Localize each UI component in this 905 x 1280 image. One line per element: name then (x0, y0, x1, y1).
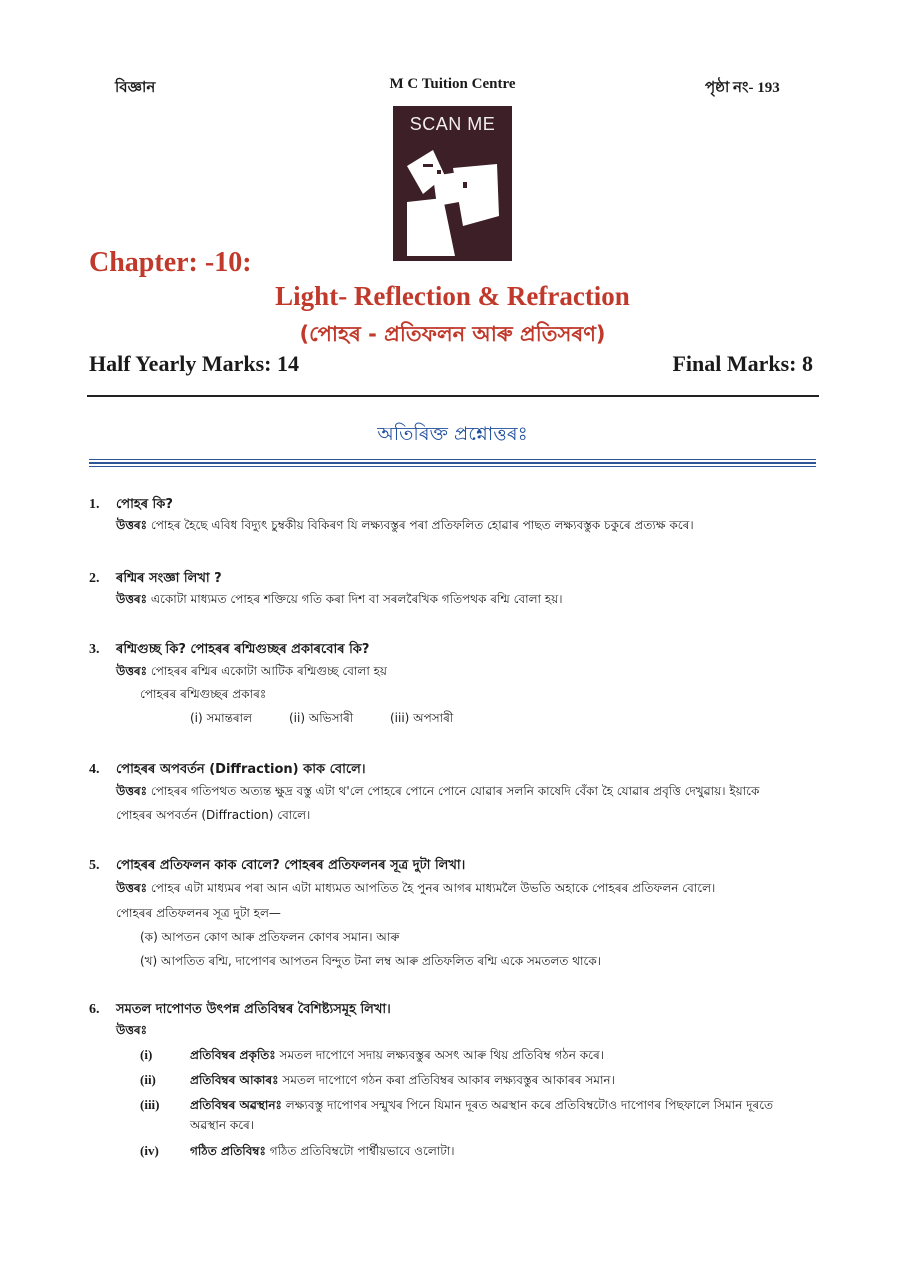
answer-4-line-1: উত্তৰঃ পোহৰৰ গতিপথত অত্যন্ত ক্ষুদ্ৰ বস্তু এটা থ'লে পোহৰে পোনে পোনে যোৱাৰ সলনি কাষেদি বেঁকা হৈ যোৱাৰ প্ৰবৃত্তি দেখুৱায়। ইয়াকে (116, 784, 760, 798)
double-divider-mid (89, 462, 816, 464)
double-divider-top (89, 459, 816, 460)
feature-item: (iii) প্ৰতিবিম্বৰ অৱস্থানঃ লক্ষ্যবস্তু দাপোণৰ সন্মুখৰ পিনে যিমান দূৰত অৱস্থান কৰে প্ৰতিবিম্বটোও দাপোণৰ পিছফালে সিমান দূৰতে (140, 1097, 774, 1112)
answer-1: উত্তৰঃ পোহৰ হৈছে এবিধ বিদ্যুৎ চুম্বকীয় বিকিৰণ যি লক্ষ্যবস্তুৰ পৰা প্ৰতিফলিত হোৱাৰ পাছত লক্ষ্যবস্তুক চকুৰে প্ৰত্যক্ষ কৰে। (116, 518, 694, 532)
ray-type-parallel: (i) সমান্তৰাল (190, 711, 253, 725)
ray-types-label: পোহৰৰ ৰশ্মিগুচ্ছৰ প্ৰকাৰঃ (140, 687, 267, 701)
chapter-title: Light- Reflection & Refraction (275, 281, 630, 311)
feature-item: (iv) গঠিত প্ৰতিবিম্বঃ গঠিত প্ৰতিবিম্বটো পাৰ্শ্বীয়ভাবে ওলোটা। (140, 1143, 455, 1158)
half-yearly-marks: Half Yearly Marks: 14 (89, 351, 299, 376)
chapter-heading: Chapter: -10: (89, 247, 252, 278)
answer-6-label: উত্তৰঃ (116, 1023, 148, 1037)
qr-code[interactable] (393, 106, 512, 261)
feature-item: (i) প্ৰতিবিম্বৰ প্ৰকৃতিঃ সমতল দাপোণে সদায় লক্ষ্যবস্তুৰ অসৎ আৰু থিয় প্ৰতিবিম্ব গঠন কৰে। (140, 1047, 605, 1062)
feature-item: (ii) প্ৰতিবিম্বৰ আকাৰঃ সমতল দাপোণে গঠন কৰা প্ৰতিবিম্বৰ আকাৰ লক্ষ্যবস্তুৰ আকাৰৰ সমান। (140, 1072, 615, 1087)
question-6: 6. সমতল দাপোণত উৎপন্ন প্ৰতিবিম্বৰ বৈশিষ্ট্যসমূহ লিখা। (89, 1002, 391, 1017)
answer-5: উত্তৰঃ পোহৰ এটা মাধ্যমৰ পৰা আন এটা মাধ্যমত আপতিত হৈ পুনৰ আগৰ মাধ্যমলৈ উভতি অহাকে পোহৰৰ প্ৰতিফলন বোলে। (116, 881, 716, 895)
law-1: (ক) আপতন কোণ আৰু প্ৰতিফলন কোণৰ সমান। আৰু (140, 930, 400, 944)
law-2: (খ) আপতিত ৰশ্মি, দাপোণৰ আপতন বিন্দুত টনা লম্ব আৰু প্ৰতিফলিত ৰশ্মি একে সমতলত থাকে। (140, 954, 602, 968)
final-marks: Final Marks: 8 (672, 351, 813, 376)
question-1: 1. পোহৰ কি? (89, 497, 173, 512)
question-4: 4. পোহৰৰ অপবৰ্তন (Diffraction) কাক বোলে। (89, 762, 366, 777)
feature-item-continuation: অৱস্থান কৰে। (190, 1118, 255, 1132)
qr-pattern-icon (393, 106, 512, 261)
chapter-title-assamese: (পোহৰ - প্ৰতিফলন আৰু প্ৰতিসৰণ) (299, 322, 606, 346)
question-3: 3. ৰশ্মিগুচ্ছ কি? পোহৰৰ ৰশ্মিগুচ্ছৰ প্ৰকাৰবোৰ কি? (89, 642, 370, 657)
ray-type-convergent: (ii) অভিসাৰী (289, 711, 354, 725)
subject-label: বিজ্ঞান (115, 80, 156, 96)
laws-label: পোহৰৰ প্ৰতিফলনৰ সূত্ৰ দুটা হল— (116, 906, 281, 920)
double-divider-bottom (89, 466, 816, 467)
answer-3: উত্তৰঃ পোহৰৰ ৰশ্মিৰ একোটা আটিক ৰশ্মিগুচ্ছ বোলা হয় (116, 664, 387, 678)
answer-2: উত্তৰঃ একোটা মাধ্যমত পোহৰ শক্তিয়ে গতি কৰা দিশ বা সৰলৰৈখিক গতিপথক ৰশ্মি বোলা হয়। (116, 592, 563, 606)
page-number: পৃষ্ঠা নং- 193 (705, 80, 780, 96)
question-2: 2. ৰশ্মিৰ সংজ্ঞা লিখা ? (89, 571, 222, 586)
qr-label: SCAN ME (409, 114, 496, 134)
section-title: অতিৰিক্ত প্ৰশ্নোত্তৰঃ (377, 423, 528, 445)
question-5: 5. পোহৰৰ প্ৰতিফলন কাক বোলে? পোহৰৰ প্ৰতিফলনৰ সূত্ৰ দুটা লিখা। (89, 858, 466, 873)
answer-4-line-2: পোহৰৰ অপবৰ্তন (Diffraction) বোলে। (116, 808, 311, 822)
divider (87, 395, 819, 397)
ray-type-divergent: (iii) অপসাৰী (390, 711, 454, 725)
centre-name: M C Tuition Centre (389, 76, 516, 92)
